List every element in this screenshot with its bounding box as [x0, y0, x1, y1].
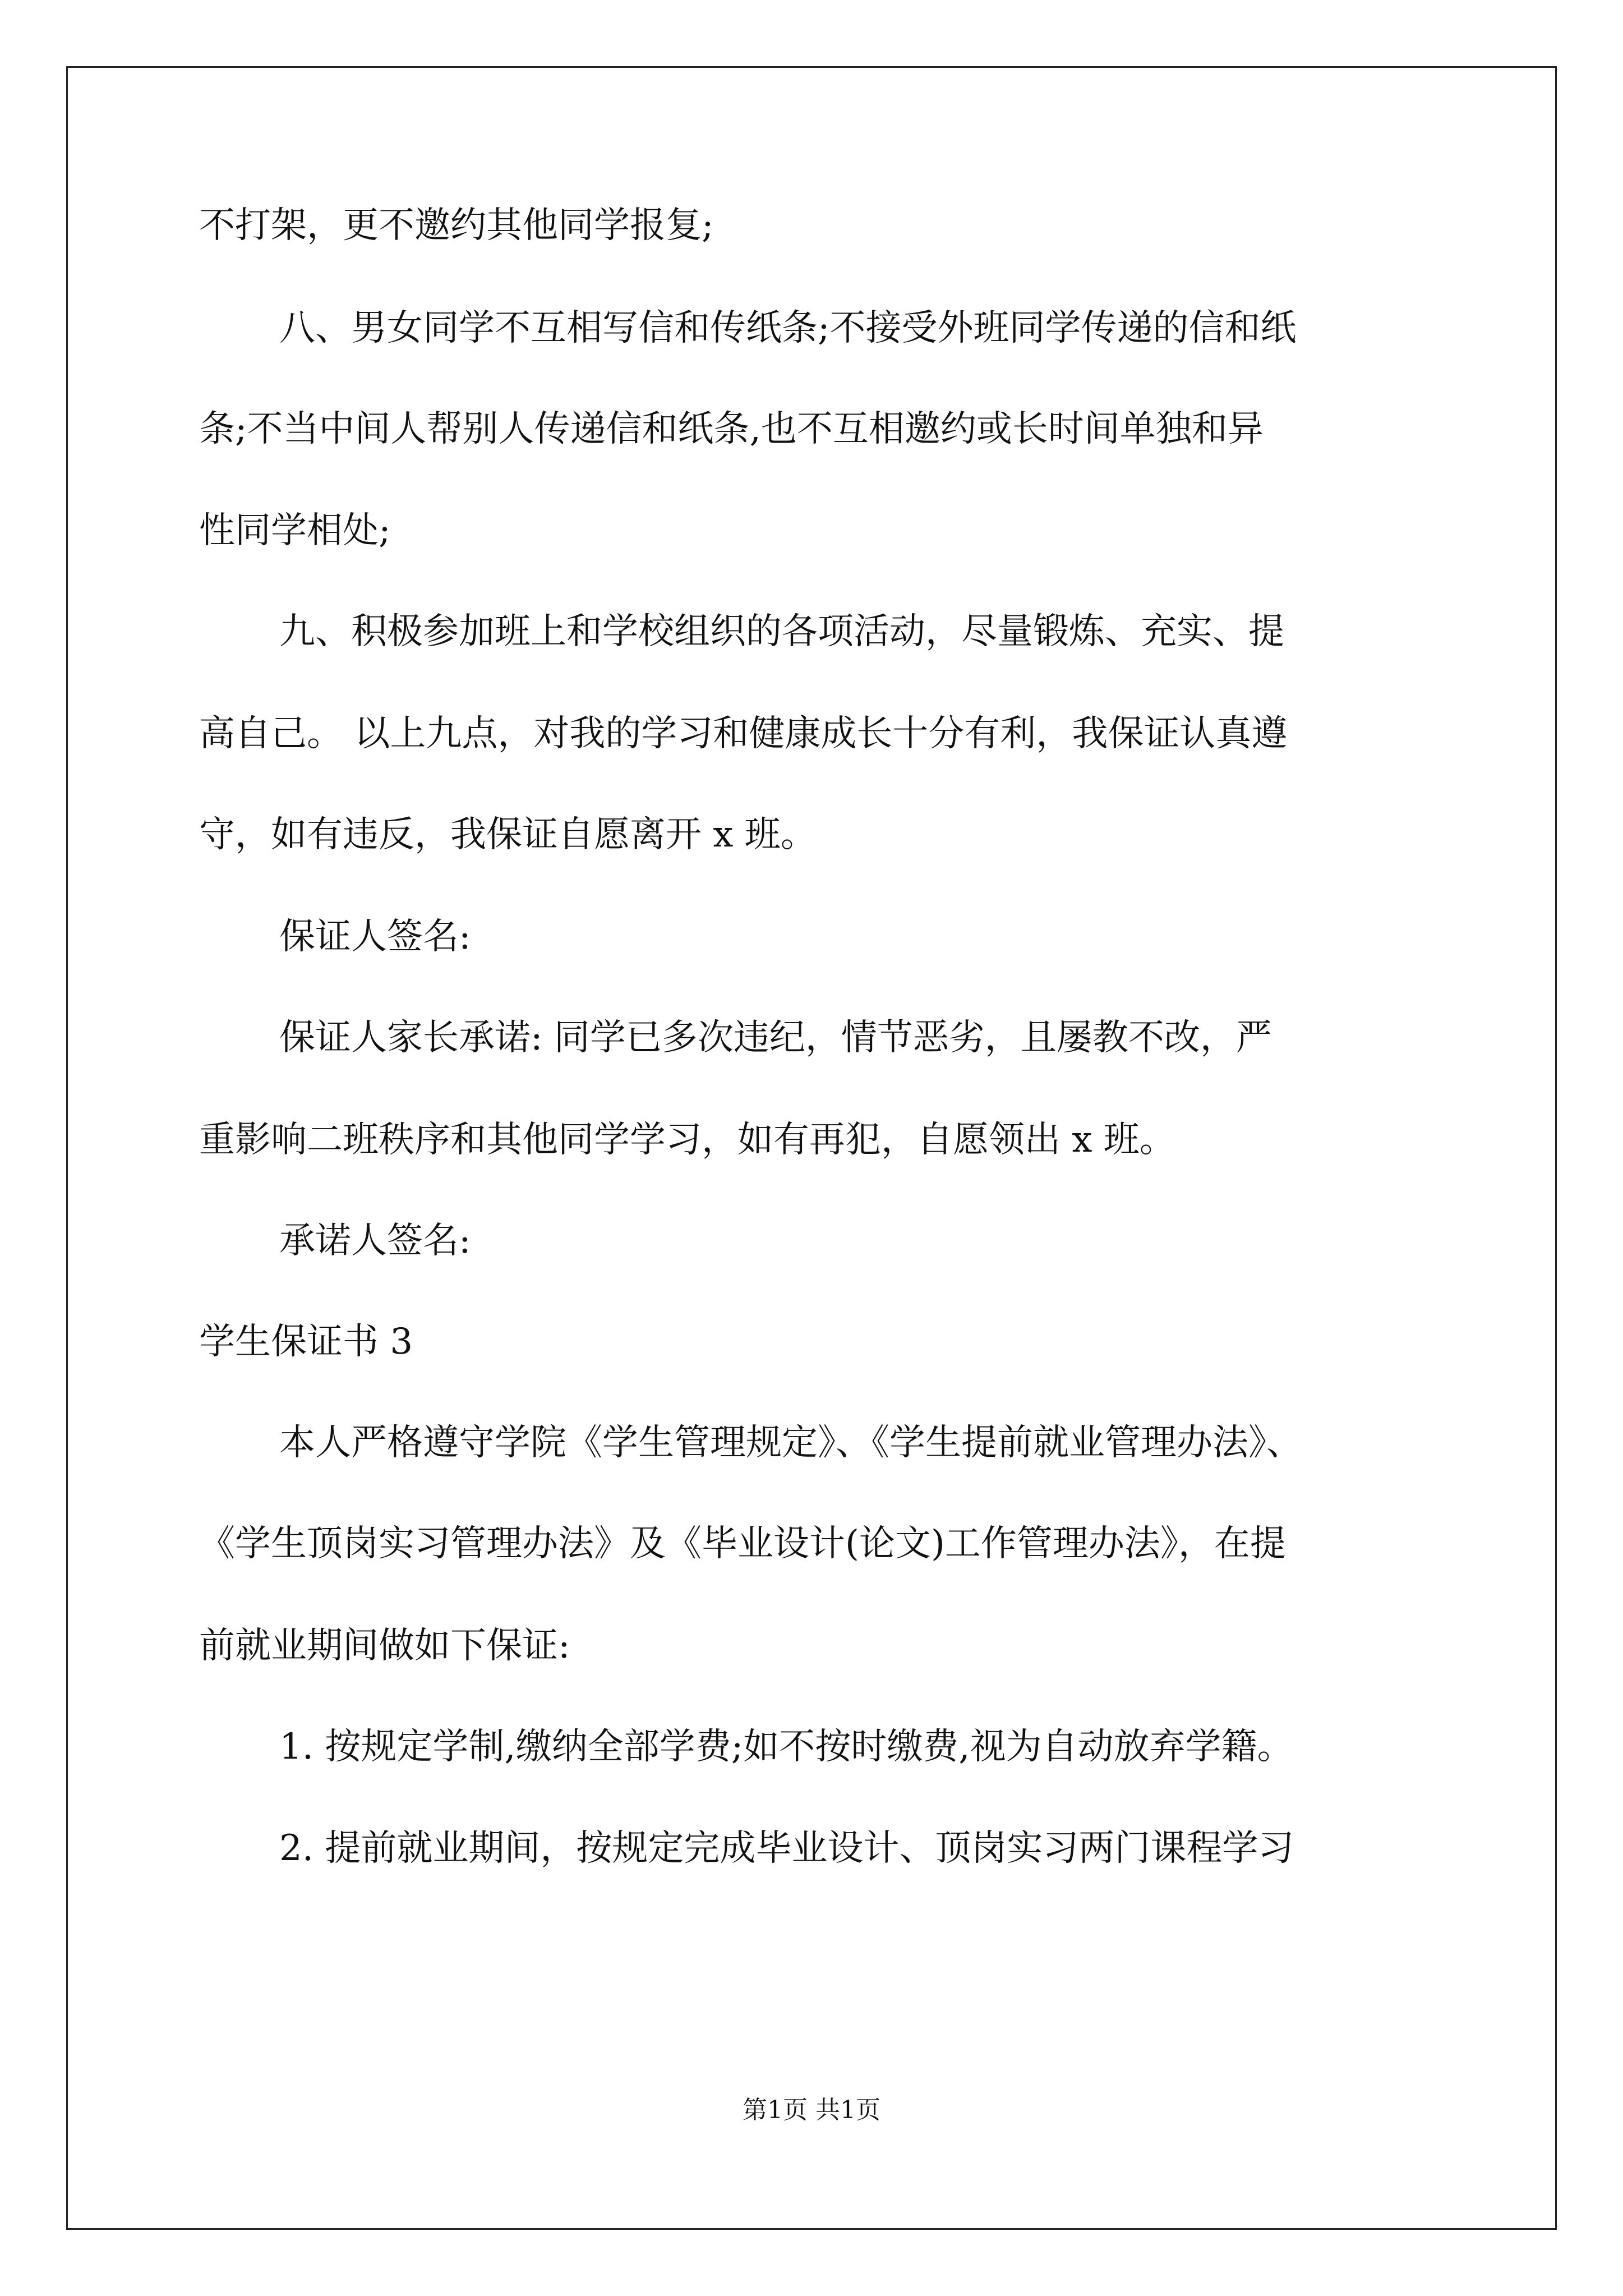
signature-label: 保证人签名:: [279, 916, 471, 958]
list-item: 2. 提前就业期间，按规定完成毕业设计、顶岗实习两门课程学习: [279, 1828, 1294, 1869]
list-item: 1. 按规定学制,缴纳全部学费;如不按时缴费,视为自动放弃学籍。: [279, 1726, 1293, 1768]
signature-label: 承诺人签名:: [279, 1220, 471, 1262]
text-line: 八、男女同学不互相写信和传纸条;不接受外班同学传递的信和纸: [279, 307, 1297, 349]
text-line: 性同学相处;: [199, 510, 391, 551]
text-line: 重影响二班秩序和其他同学学习，如有再犯，自愿领出 x 班。: [199, 1119, 1175, 1161]
text-line: 守，如有违反，我保证自愿离开 x 班。: [199, 814, 817, 855]
text-line: 前就业期间做如下保证:: [199, 1625, 570, 1667]
text-line: 《学生顶岗实习管理办法》及《毕业设计(论文)工作管理办法》，在提: [199, 1523, 1286, 1565]
section-heading: 学生保证书 3: [199, 1321, 413, 1363]
text-line: 条;不当中间人帮别人传递信和纸条,也不互相邀约或长时间单独和异: [199, 408, 1264, 450]
text-line: 不打架，更不邀约其他同学报复;: [199, 205, 714, 246]
text-line: 保证人家长承诺: 同学已多次违纪，情节恶劣，且屡教不改，严: [279, 1017, 1272, 1059]
text-line: 九、积极参加班上和学校组织的各项活动，尽量锻炼、充实、提: [279, 611, 1284, 652]
text-line: 高自己。 以上九点，对我的学习和健康成长十分有利，我保证认真遵: [199, 713, 1288, 754]
text-line: 本人严格遵守学院《学生管理规定》、《学生提前就业管理办法》、: [279, 1422, 1302, 1464]
page-footer: 第1页 共1页: [743, 2096, 880, 2124]
